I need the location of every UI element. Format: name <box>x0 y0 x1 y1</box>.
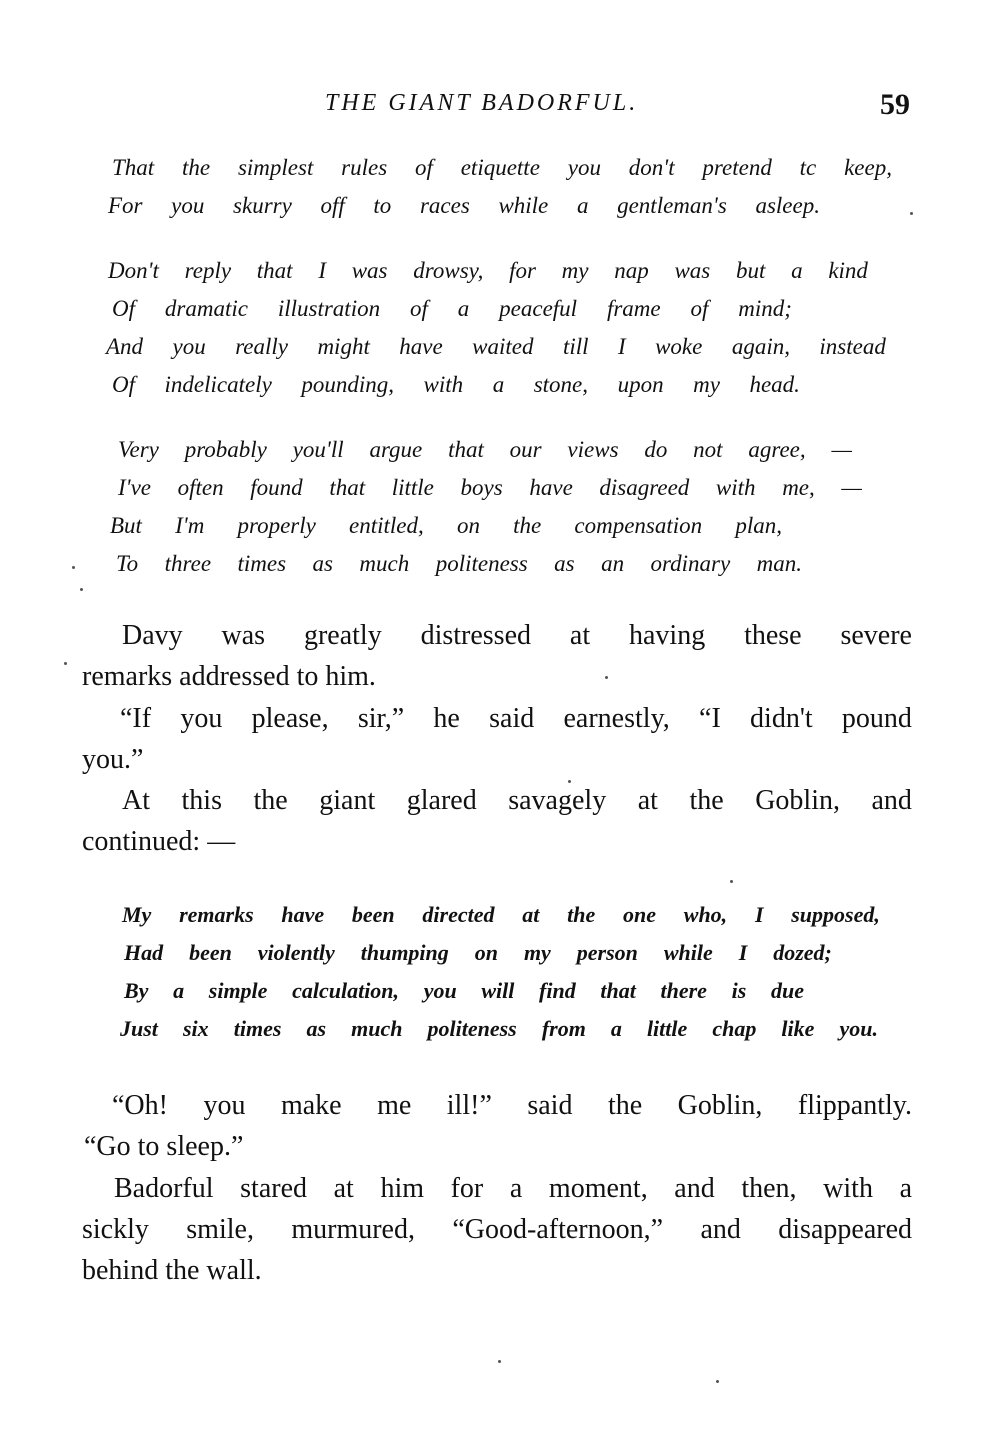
scan-speck <box>716 1380 719 1383</box>
prose-line: behind the wall. <box>82 1255 262 1286</box>
scan-speck <box>605 676 608 679</box>
prose-line: Davy was greatly distressed at having these severe <box>122 620 912 651</box>
verse-line: Just six times as much politeness from a little chap like you. <box>120 1016 878 1041</box>
scan-speck <box>72 566 75 569</box>
prose-line: “Oh! you make me ill!” said the Goblin, flippantly. <box>112 1090 912 1121</box>
scan-speck <box>64 662 67 665</box>
prose-line: “If you please, sir,” he said earnestly, “I didn't pound <box>120 703 912 734</box>
verse-line: Don't reply that I was drowsy, for my nap was but a kind <box>108 258 868 283</box>
verse-line: To three times as much politeness as an ordinary man. <box>116 551 802 576</box>
scan-speck <box>910 212 913 215</box>
verse-line: And you really might have waited till I woke again, instead <box>106 334 886 359</box>
verse-line: Of dramatic illustration of a peaceful frame of mind; <box>112 296 792 321</box>
verse-line: Had been violently thumping on my person while I dozed; <box>124 940 832 965</box>
prose-line: continued: — <box>82 826 236 857</box>
verse-line: Very probably you'll argue that our views do not agree, — <box>118 437 852 462</box>
running-title: THE GIANT BADORFUL. <box>325 90 639 116</box>
prose-line: At this the giant glared savagely at the Goblin, and <box>122 785 912 816</box>
verse-line: Of indelicately pounding, with a stone, upon my head. <box>112 372 800 397</box>
verse-line: But I'm properly entitled, on the compensation plan, <box>110 513 782 538</box>
prose-line: sickly smile, murmured, “Good-afternoon,” and disappeared <box>82 1214 912 1245</box>
running-head <box>0 90 994 124</box>
verse-line: That the simplest rules of etiquette you don't pretend tc keep, <box>112 155 892 180</box>
verse-line: My remarks have been directed at the one who, I supposed, <box>122 902 880 927</box>
scan-speck <box>498 1360 501 1363</box>
prose-line: you.” <box>82 744 144 775</box>
prose-line: Badorful stared at him for a moment, and then, with a <box>114 1173 912 1204</box>
verse-line: I've often found that little boys have disagreed with me, — <box>118 475 862 500</box>
prose-line: remarks addressed to him. <box>82 661 376 692</box>
scan-speck <box>80 588 83 591</box>
scan-speck <box>568 780 571 783</box>
page-number: 59 <box>880 88 910 121</box>
prose-line: “Go to sleep.” <box>84 1131 244 1162</box>
scan-speck <box>730 880 733 883</box>
verse-line: By a simple calculation, you will find that there is due <box>124 978 804 1003</box>
verse-line: For you skurry off to races while a gentleman's asleep. <box>108 193 820 218</box>
